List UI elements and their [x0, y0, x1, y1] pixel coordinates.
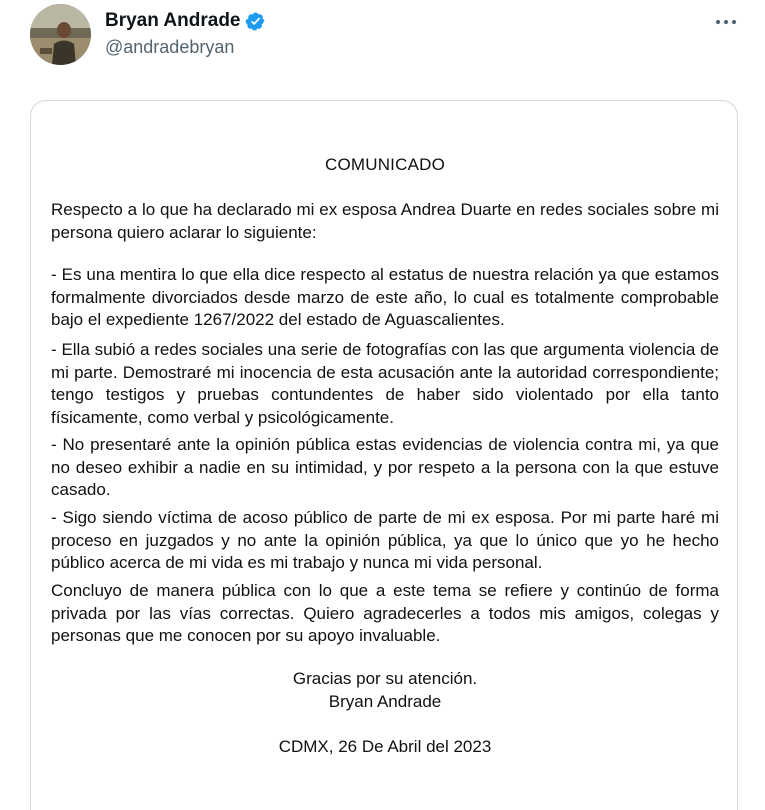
paragraph-3: - No presentaré ante la opinión pública estas evidencias de violencia contra mi, ya que no deseo exhibir a nadie en su intimidad, y por respeto a la persona con la que estuve casado. — [51, 435, 719, 499]
paragraph-1: - Es una mentira lo que ella dice respecto al estatus de nuestra relación ya que estamos formalmente divorciados desde marzo de este año, lo cual es totalmente comprobable bajo el expediente 1267/2022 del estado de Aguascalientes. — [51, 265, 719, 329]
display-name[interactable]: Bryan Andrade — [105, 10, 241, 31]
user-info — [105, 9, 266, 58]
name-row — [105, 9, 266, 33]
more-options-icon[interactable] — [708, 8, 744, 36]
signature: Bryan Andrade — [328, 692, 442, 711]
closing-line: Gracias por su atención. — [292, 669, 478, 688]
user-handle[interactable]: @andradebryan — [105, 37, 235, 57]
place-date: CDMX, 26 De Abril del 2023 — [278, 737, 492, 756]
paragraph-intro: Respecto a lo que ha declarado mi ex esposa Andrea Duarte en redes sociales sobre mi persona quiero aclarar lo siguiente: — [51, 200, 719, 242]
paragraph-2: - Ella subió a redes sociales una serie de fotografías con las que argumenta violencia de mi parte. Demostraré mi inocencia de esta acusación ante la autoridad correspondiente; tengo testigos y pruebas contundentes de haber sido violentado por ella tanto físicamente, como verbal y psicológicamente. — [51, 340, 719, 427]
avatar-photo-icon — [30, 4, 91, 65]
paragraph-4: - Sigo siendo víctima de acoso público de parte de mi ex esposa. Por mi parte haré mi proceso en juzgados y no ante la opinión pública, ya que lo único que yo he hecho público acerca de mi vida es mi trabajo y nunca mi vida personal. — [51, 508, 719, 572]
verified-badge-icon[interactable] — [245, 11, 266, 32]
document-title: COMUNICADO — [324, 155, 446, 174]
tweet-image[interactable] — [30, 100, 738, 810]
avatar[interactable] — [30, 4, 91, 65]
paragraph-conclusion: Concluyo de manera pública con lo que a este tema se refiere y continúo de forma privada por las vías correctas. Quiero agradecerles a todos mis amigos, colegas y personas que me conocen por su apoyo invaluable. — [51, 581, 719, 645]
